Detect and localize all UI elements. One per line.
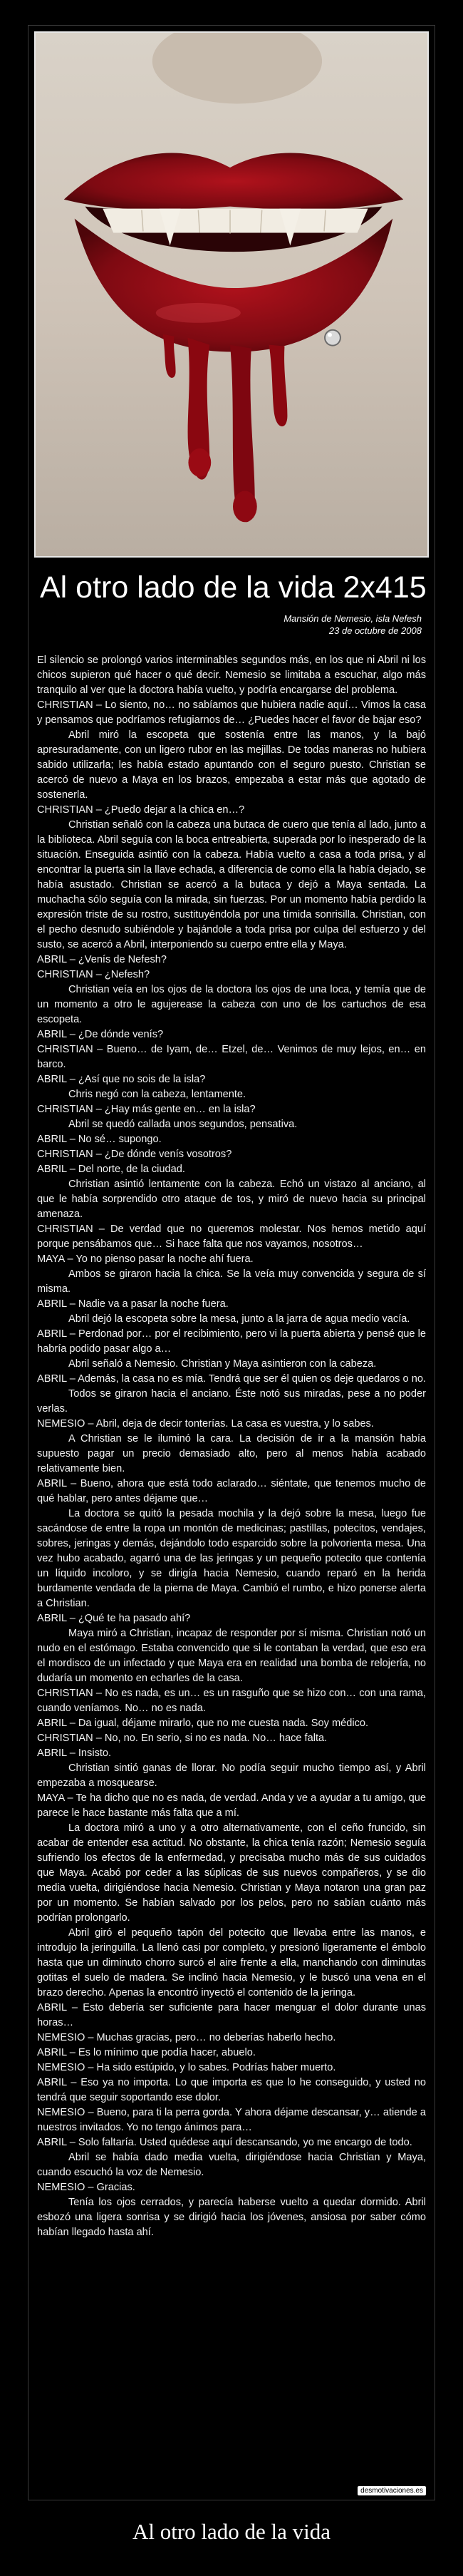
story-paragraph: ABRIL – Perdonad por… por el recibimiento, pero vi la puerta abierta y pensé que le habría podido pasar algo a… <box>37 1328 426 1355</box>
story-paragraph: ABRIL – Además, la casa no es mía. Tendrá que ser él quien os deje quedaros o no. <box>37 1373 426 1385</box>
story-paragraph: ABRIL – ¿Qué te ha pasado ahí? <box>37 1613 191 1624</box>
story-paragraph: La doctora miró a uno y a otro alternativamente, con el ceño fruncido, sin acabar de entender esa actitud. No obstante, la chica tenía razón; Nemesio seguía sufriendo los efectos de la enfermedad, y precisaba mucho más de sus cuidados que Maya. Acabó por ceder a las súplicas de sus nuevos compañeros, y se dio media vuelta, dirigiéndose hacia Nemesio. Christian y Maya notaron una gran paz por un momento. Se habían salvado por los pelos, pero no sabían cuánto más podrían prolongarlo. <box>37 1822 426 1924</box>
poster-meta <box>283 612 422 637</box>
story-paragraph: MAYA – Te ha dicho que no es nada, de verdad. Anda y ve a ayudar a tu amigo, que parece le hace bastante más falta que a mí. <box>37 1792 426 1819</box>
story-paragraph: Christian asintió lentamente con la cabeza. Echó un vistazo al anciano, al que le había sorprendido otro ataque de tos, y miró de nuevo hacia su principal amenaza. <box>37 1179 426 1220</box>
story-paragraph: CHRISTIAN – De verdad que no queremos molestar. Nos hemos metido aquí porque pensábamos que… Si hace falta que nos vayamos, nosotros… <box>37 1223 426 1250</box>
story-paragraph: ABRIL – Insisto. <box>37 1748 112 1759</box>
poster-title: Al otro lado de la vida 2x415 <box>40 570 427 605</box>
story-paragraph: ABRIL – ¿De dónde venís? <box>37 1029 164 1040</box>
story-paragraph: CHRISTIAN – ¿Puedo dejar a la chica en…? <box>37 804 245 816</box>
story-paragraph: NEMESIO – Abril, deja de decir tonterías. La casa es vuestra, y lo sabes. <box>37 1418 374 1430</box>
story-paragraph: ABRIL – Esto debería ser suficiente para hacer menguar el dolor durante unas horas… <box>37 2002 426 2028</box>
story-paragraph: NEMESIO – Muchas gracias, pero… no deberías haberlo hecho. <box>37 2032 336 2043</box>
story-paragraph: ABRIL – Eso ya no importa. Lo que importa es que lo he conseguido, y usted no tendrá que seguir soportando ese dolor. <box>37 2077 426 2103</box>
story-paragraph: Abril miró la escopeta que sostenía entre las manos, y la bajó apresuradamente, con un ligero rubor en las mejillas. De todas maneras no hubiera sabido utilizarla; les había estado apuntando con el seguro puesto. Christian se acercó de nuevo a Maya en los brazos, empezaba a estar más que agotado de sostenerla. <box>37 729 426 801</box>
story-paragraph: ABRIL – Da igual, déjame mirarlo, que no me cuesta nada. Soy médico. <box>37 1718 369 1729</box>
story-paragraph: CHRISTIAN – Lo siento, no… no sabíamos que hubiera nadie aquí… Vimos la casa y pensamos que podríamos refugiarnos de… ¿Puedes hacer el favor de bajar eso? <box>37 699 426 726</box>
poster-caption: Al otro lado de la vida <box>132 2519 331 2544</box>
story-paragraph: ABRIL – Solo faltaría. Usted quédese aquí descansando, yo me encargo de todo. <box>37 2137 412 2148</box>
story-paragraph: Todos se giraron hacia el anciano. Éste notó sus miradas, pese a no poder verlas. <box>37 1388 426 1415</box>
story-paragraph: CHRISTIAN – ¿Hay más gente en… en la isla? <box>37 1104 256 1115</box>
story-paragraph: CHRISTIAN – Bueno… de Iyam, de… Etzel, de… Venimos de muy lejos, en… en barco. <box>37 1044 426 1070</box>
story-paragraph: Abril dejó la escopeta sobre la mesa, junto a la jarra de agua medio vacía. <box>68 1313 410 1325</box>
location-line: Mansión de Nemesio, isla Nefesh <box>283 613 422 624</box>
motivational-poster <box>28 26 435 2500</box>
story-paragraph: Abril señaló a Nemesio. Christian y Maya asintieron con la cabeza. <box>68 1358 377 1370</box>
story-paragraph: ABRIL – Bueno, ahora que está todo aclarado… siéntate, que tenemos mucho de qué hablar, pero antes déjame que… <box>37 1478 426 1504</box>
story-paragraph: CHRISTIAN – ¿Nefesh? <box>37 969 150 980</box>
story-paragraph: ABRIL – Del norte, de la ciudad. <box>37 1164 185 1175</box>
story-paragraph: Christian señaló con la cabeza una butaca de cuero que tenía al lado, junto a la biblioteca. Abril seguía con la boca entreabierta, superada por lo inesperado de la situación. Enseguida asintió con la cabeza. Había vuelto a casa a toda prisa, y al encontrar la puerta sin la llave echada, a diferencia de como ella la había dejado, se había asustado. Christian se acercó a la butaca y dejó a Maya sentada. La muchacha sólo seguía con la mirada, sin fuerzas. Por un momento había perdido la expresión triste de su rostro, sustituyéndola por una tímida sonrisilla. Christian, con el pecho desnudo subiéndole y bajándole a toda prisa por culpa del esfuerzo y del susto, se acercó a Abril, interponiendo su cuerpo entre ella y Maya. <box>37 819 426 950</box>
story-paragraph: Chris negó con la cabeza, lentamente. <box>68 1089 246 1100</box>
story-paragraph: La doctora se quitó la pesada mochila y la dejó sobre la mesa, luego fue sacándose de entre la ropa un montón de medicinas; pastillas, potecitos, vendajes, sobres, jeringas y demás, dejándolo todo esparcido sobre la polvorienta mesa. Una vez hubo acabado, agarró una de las jeringas y un pequeño potecito que contenía un líquido incoloro, y se dirigía hacia Nemesio, cuando reparó en la herida burdamente vendada de la pierna de Maya. Cambió el rumbo, e hizo ponerse alerta a Christian. <box>37 1508 426 1609</box>
story-paragraph: Abril se había dado media vuelta, dirigiéndose hacia Christian y Maya, cuando escuchó la voz de Nemesio. <box>37 2152 426 2178</box>
story-paragraph: Maya miró a Christian, incapaz de responder por sí misma. Christian notó un nudo en el estómago. Estaba convencido que si le contaban la verdad, que eso era el mordisco de un infectado y que Maya era en realidad una bomba de relojería, no dudaría un momento en echarles de la casa. <box>37 1628 426 1684</box>
story-paragraph: NEMESIO – Ha sido estúpido, y lo sabes. Podrías haber muerto. <box>37 2062 336 2073</box>
story-paragraph: ABRIL – ¿Venís de Nefesh? <box>37 954 167 965</box>
story-paragraph: El silencio se prolongó varios interminables segundos más, en los que ni Abril ni los chicos supieron qué hacer o qué decir. Nemesio se limitaba a escuchar, algo más tranquilo al ver que la doctora había vuelto, y podría encargarse del problema. <box>37 655 426 696</box>
story-text <box>37 653 426 2475</box>
story-paragraph: ABRIL – Nadie va a pasar la noche fuera. <box>37 1298 229 1310</box>
story-paragraph: MAYA – Yo no pienso pasar la noche ahí fuera. <box>37 1253 254 1265</box>
site-watermark[interactable]: desmotivaciones.es <box>358 2486 426 2495</box>
story-paragraph: Christian veía en los ojos de la doctora los ojos de una loca, y temía que de un momento a otro le agujerease la cabeza con uno de los cartuchos de esa escopeta. <box>37 984 426 1025</box>
story-paragraph: ABRIL – Es lo mínimo que podía hacer, abuelo. <box>37 2047 256 2058</box>
story-paragraph: A Christian se le iluminó la cara. La decisión de ir a la mansión había supuesto pagar un precio demasiado alto, pero al menos había acabado relativamente bien. <box>37 1433 426 1474</box>
story-paragraph: CHRISTIAN – No es nada, es un… es un rasguño que se hizo con… con una rama, cuando veníamos. No… no es nada. <box>37 1688 426 1714</box>
story-paragraph: Ambos se giraron hacia la chica. Se la veía muy convencida y segura de sí misma. <box>37 1268 426 1295</box>
date-line: 23 de octubre de 2008 <box>328 625 422 636</box>
story-paragraph: Tenía los ojos cerrados, y parecía haberse vuelto a quedar dormido. Abril esbozó una ligera sonrisa y se dirigió hacia los jóvenes, ansiosa por saber cómo habían llegado hasta ahí. <box>37 2197 426 2238</box>
story-paragraph: CHRISTIAN – No, no. En serio, si no es nada. No… hace falta. <box>37 1733 328 1744</box>
story-paragraph: Abril se quedó callada unos segundos, pensativa. <box>68 1119 298 1130</box>
story-paragraph: CHRISTIAN – ¿De dónde venís vosotros? <box>37 1149 232 1160</box>
story-paragraph: ABRIL – No sé… supongo. <box>37 1134 162 1145</box>
story-paragraph: Abril giró el pequeño tapón del potecito que llevaba entre las manos, e introdujo la jeringuilla. La llenó casi por completo, y presionó ligeramente el émbolo hasta que un diminuto chorro surcó el aire frente a ella, manchando con diminutas gotitas el suelo de madera. Se inclinó hacia Nemesio, y le buscó una vena en el brazo derecho. Apenas la encontró inyectó el contenido de la jeringa. <box>37 1927 426 1998</box>
poster-photo <box>34 31 429 558</box>
story-paragraph: NEMESIO – Bueno, para ti la perra gorda. Y ahora déjame descansar, y… atiende a nuestros invitados. Yo no tengo ánimos para… <box>37 2107 426 2133</box>
story-paragraph: ABRIL – ¿Así que no sois de la isla? <box>37 1074 206 1085</box>
story-paragraph: NEMESIO – Gracias. <box>37 2182 135 2193</box>
story-paragraph: Christian sintió ganas de llorar. No podía seguir mucho tiempo así, y Abril empezaba a mosquearse. <box>37 1762 426 1789</box>
bloody-lips-image <box>36 33 427 556</box>
